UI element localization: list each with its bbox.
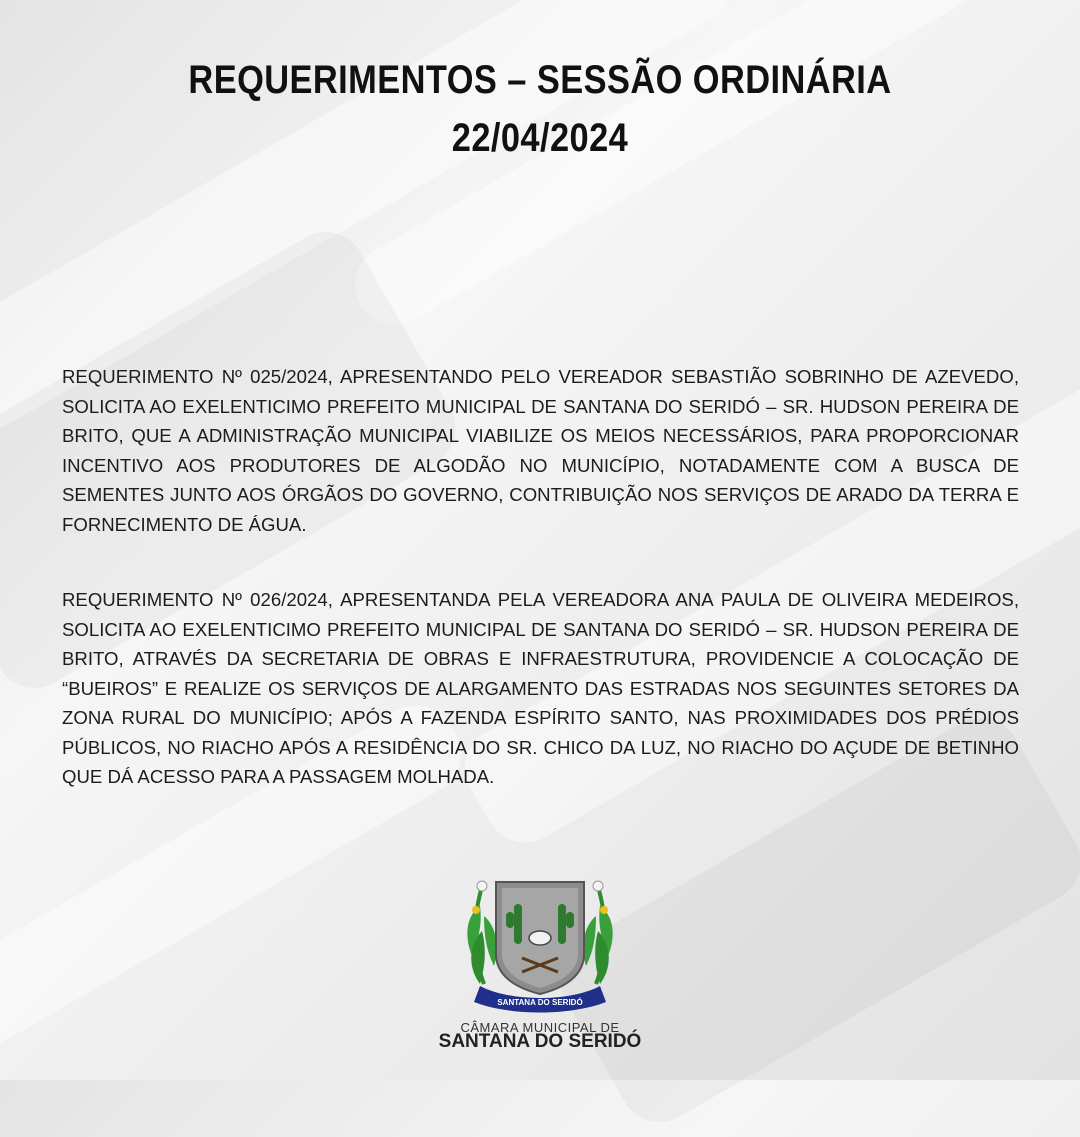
chamber-name: SANTANA DO SERIDÓ xyxy=(438,1031,642,1052)
page-title: REQUERIMENTOS – SESSÃO ORDINÁRIA xyxy=(188,58,892,102)
requerimento-026: REQUERIMENTO Nº 026/2024, APRESENTANDA PELA VEREADORA ANA PAULA DE OLIVEIRA MEDEIROS, SOLICITA AO EXELENTICIMO PREFEITO MUNICIPAL DE SANTANA DO SERIDÓ – SR. HUDSON PEREIRA DE BRITO, ATRAVÉS DA SECRETARIA DE OBRAS E INFRAESTRUTURA, PROVIDENCIE A COLOCAÇÃO DE “BUEIROS” E REALIZE OS SERVIÇOS DE ALARGAMENTO DAS ESTRADAS NOS SEGUINTES SETORES DA ZONA RURAL DO MUNICÍPIO; APÓS A FAZENDA ESPÍRITO SANTO, NAS PROXIMIDADES DOS PRÉDIOS PÚBLICOS, NO RIACHO APÓS A RESIDÊNCIA DO SR. CHICO DA LUZ, NO RIACHO DO AÇUDE DE BETINHO QUE DÁ ACESSO PARA A PASSAGEM MOLHADA. xyxy=(62,589,1019,787)
requerimento-025: REQUERIMENTO Nº 025/2024, APRESENTANDO PELO VEREADOR SEBASTIÃO SOBRINHO DE AZEVEDO, SOLICITA AO EXELENTICIMO PREFEITO MUNICIPAL DE SANTANA DO SERIDÓ – SR. HUDSON PEREIRA DE BRITO, QUE A ADMINISTRAÇÃO MUNICIPAL VIABILIZE OS MEIOS NECESSÁRIOS, PARA PROPORCIONAR INCENTIVO AOS PRODUTORES DE ALGODÃO NO MUNICÍPIO, NOTADAMENTE COM A BUSCA DE SEMENTES JUNTO AOS ÓRGÃOS DO GOVERNO, CONTRIBUIÇÃO NOS SERVIÇOS DE ARADO DA TERRA E FORNECIMENTO DE ÁGUA. xyxy=(62,366,1019,535)
session-date: 22/04/2024 xyxy=(451,116,629,160)
municipal-coat-of-arms xyxy=(460,876,620,1016)
cotton-icon xyxy=(529,931,551,945)
chamber-label: CÂMARA MUNICIPAL DE xyxy=(460,1020,620,1035)
left-corn-stalk-icon xyxy=(467,881,496,984)
right-corn-stalk-icon xyxy=(583,881,612,984)
ribbon-text: SANTANA DO SERIDÓ xyxy=(497,998,583,1007)
